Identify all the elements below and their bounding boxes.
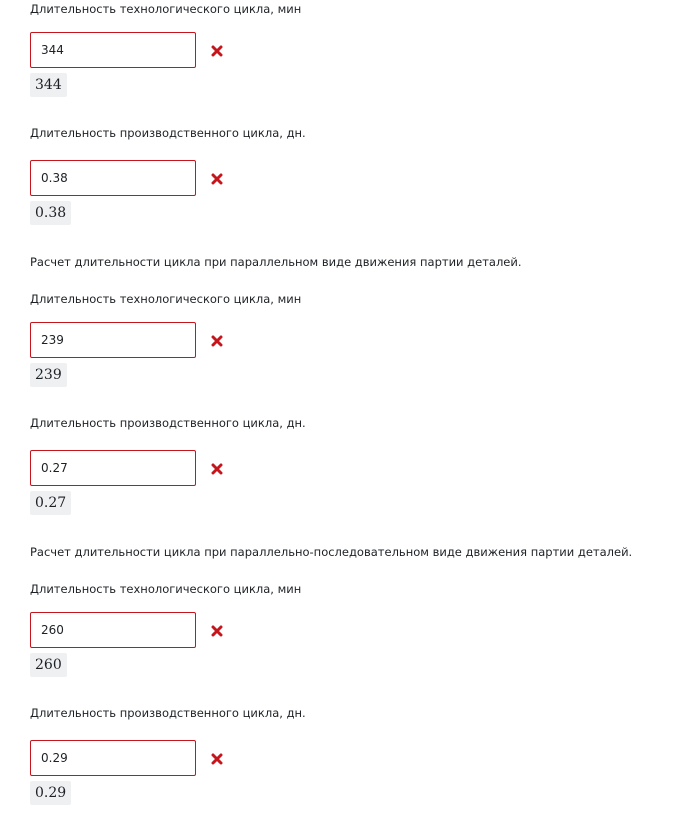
- field-label: Длительность технологического цикла, мин: [30, 292, 302, 306]
- cross-icon: [211, 335, 223, 347]
- math-preview: 260: [30, 653, 67, 677]
- answer-input[interactable]: [30, 612, 196, 648]
- field-label: Длительность производственного цикла, дн.: [30, 126, 306, 140]
- field-label: Длительность технологического цикла, мин: [30, 2, 302, 16]
- math-preview: 0.38: [30, 201, 71, 225]
- cross-icon: [211, 753, 223, 765]
- field-label: Длительность производственного цикла, дн.: [30, 706, 306, 720]
- section-title: Расчет длительности цикла при параллельном виде движения партии деталей.: [30, 255, 522, 269]
- answer-input[interactable]: [30, 32, 196, 68]
- math-preview: 344: [30, 73, 67, 97]
- field-label: Длительность производственного цикла, дн.: [30, 416, 306, 430]
- math-preview: 0.29: [30, 781, 71, 805]
- field-label: Длительность технологического цикла, мин: [30, 582, 302, 596]
- math-preview: 239: [30, 363, 67, 387]
- cross-icon: [211, 45, 223, 57]
- section-title: Расчет длительности цикла при параллельно-последовательном виде движения партии деталей.: [30, 545, 633, 559]
- answer-input[interactable]: [30, 740, 196, 776]
- cross-icon: [211, 463, 223, 475]
- answer-input[interactable]: [30, 160, 196, 196]
- answer-input[interactable]: [30, 450, 196, 486]
- cross-icon: [211, 173, 223, 185]
- cross-icon: [211, 625, 223, 637]
- math-preview: 0.27: [30, 491, 71, 515]
- answer-input[interactable]: [30, 322, 196, 358]
